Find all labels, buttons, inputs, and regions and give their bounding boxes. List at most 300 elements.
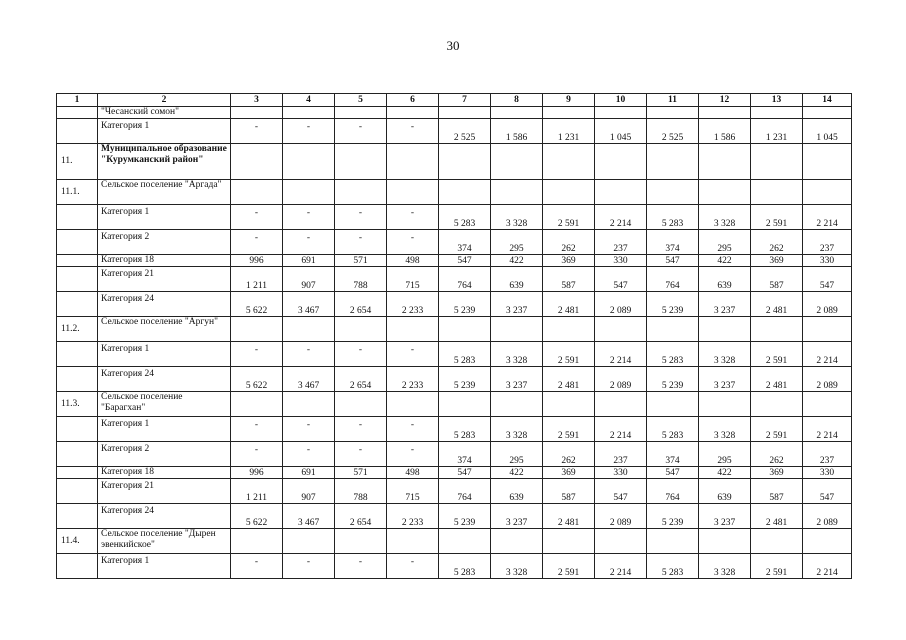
table-row bbox=[57, 442, 852, 467]
row-name-cell: "Чесанский сомон" bbox=[98, 107, 231, 119]
value-cell: 262 bbox=[751, 230, 803, 255]
value-cell bbox=[647, 107, 699, 119]
header-cell: 3 bbox=[231, 94, 283, 107]
row-name-cell: Категория 1 bbox=[98, 119, 231, 144]
value-cell: 547 bbox=[803, 267, 852, 292]
value-cell bbox=[699, 180, 751, 205]
row-name-cell: Категория 24 bbox=[98, 367, 231, 392]
value-cell: 3 328 bbox=[491, 554, 543, 579]
row-name-cell: Категория 21 bbox=[98, 479, 231, 504]
value-cell: 295 bbox=[699, 442, 751, 467]
row-index-cell bbox=[57, 342, 98, 367]
value-cell: 330 bbox=[595, 255, 647, 267]
value-cell: 262 bbox=[543, 442, 595, 467]
value-cell bbox=[439, 529, 491, 554]
value-cell bbox=[283, 180, 335, 205]
header-cell: 2 bbox=[98, 94, 231, 107]
value-cell: 2 591 bbox=[751, 342, 803, 367]
value-cell: - bbox=[335, 205, 387, 230]
row-name-cell: Категория 2 bbox=[98, 442, 231, 467]
value-cell: 295 bbox=[699, 230, 751, 255]
value-cell: 547 bbox=[647, 255, 699, 267]
value-cell bbox=[283, 317, 335, 342]
header-cell: 5 bbox=[335, 94, 387, 107]
header-cell: 12 bbox=[699, 94, 751, 107]
row-index-cell: 11.2. bbox=[57, 317, 98, 342]
value-cell: - bbox=[283, 554, 335, 579]
row-index-cell bbox=[57, 107, 98, 119]
value-cell: 262 bbox=[543, 230, 595, 255]
value-cell: 907 bbox=[283, 267, 335, 292]
value-cell: 2 214 bbox=[803, 342, 852, 367]
value-cell: - bbox=[283, 342, 335, 367]
value-cell: 262 bbox=[751, 442, 803, 467]
value-cell bbox=[647, 529, 699, 554]
tariff-table bbox=[56, 93, 852, 579]
value-cell bbox=[595, 107, 647, 119]
row-name-cell: Муниципальное образование "Курумканский район" bbox=[98, 144, 231, 180]
value-cell: 5 622 bbox=[231, 367, 283, 392]
value-cell: 237 bbox=[595, 442, 647, 467]
value-cell: 2 654 bbox=[335, 367, 387, 392]
value-cell: 5 622 bbox=[231, 292, 283, 317]
value-cell: 5 239 bbox=[647, 292, 699, 317]
value-cell: 571 bbox=[335, 467, 387, 479]
table-row bbox=[57, 292, 852, 317]
value-cell: - bbox=[283, 417, 335, 442]
value-cell bbox=[751, 107, 803, 119]
value-cell: - bbox=[231, 119, 283, 144]
value-cell: - bbox=[283, 205, 335, 230]
value-cell: 2 233 bbox=[387, 504, 439, 529]
value-cell: 1 045 bbox=[595, 119, 647, 144]
value-cell: - bbox=[231, 205, 283, 230]
value-cell: 764 bbox=[647, 479, 699, 504]
value-cell bbox=[699, 144, 751, 180]
value-cell bbox=[803, 107, 852, 119]
value-cell: 5 283 bbox=[647, 417, 699, 442]
value-cell: 1 211 bbox=[231, 267, 283, 292]
value-cell bbox=[335, 144, 387, 180]
row-name-cell: Категория 18 bbox=[98, 467, 231, 479]
row-index-cell bbox=[57, 467, 98, 479]
value-cell: 422 bbox=[491, 467, 543, 479]
value-cell: 237 bbox=[595, 230, 647, 255]
row-name-cell: Категория 1 bbox=[98, 554, 231, 579]
value-cell: 422 bbox=[699, 255, 751, 267]
header-cell: 13 bbox=[751, 94, 803, 107]
value-cell: 547 bbox=[439, 255, 491, 267]
value-cell bbox=[751, 180, 803, 205]
table-row bbox=[57, 205, 852, 230]
value-cell: 422 bbox=[491, 255, 543, 267]
value-cell: - bbox=[387, 442, 439, 467]
value-cell: - bbox=[231, 342, 283, 367]
row-name-cell: Сельское поселение "Аргада" bbox=[98, 180, 231, 205]
value-cell: 5 283 bbox=[439, 417, 491, 442]
table-row bbox=[57, 230, 852, 255]
value-cell bbox=[543, 107, 595, 119]
value-cell: - bbox=[283, 442, 335, 467]
value-cell: 764 bbox=[647, 267, 699, 292]
value-cell: 5 283 bbox=[439, 205, 491, 230]
row-name-cell: Сельское поселение "Барагхан" bbox=[98, 392, 231, 417]
value-cell: 1 231 bbox=[751, 119, 803, 144]
value-cell: 5 622 bbox=[231, 504, 283, 529]
value-cell: 3 467 bbox=[283, 367, 335, 392]
value-cell: 3 237 bbox=[699, 504, 751, 529]
value-cell: 715 bbox=[387, 479, 439, 504]
value-cell: 547 bbox=[595, 267, 647, 292]
value-cell: 547 bbox=[595, 479, 647, 504]
value-cell: - bbox=[283, 230, 335, 255]
value-cell: 547 bbox=[647, 467, 699, 479]
value-cell: - bbox=[335, 417, 387, 442]
value-cell bbox=[595, 144, 647, 180]
value-cell: 3 328 bbox=[699, 417, 751, 442]
value-cell: - bbox=[387, 417, 439, 442]
value-cell: 2 089 bbox=[803, 504, 852, 529]
value-cell: 691 bbox=[283, 255, 335, 267]
table-row bbox=[57, 119, 852, 144]
value-cell bbox=[491, 317, 543, 342]
header-cell: 1 bbox=[57, 94, 98, 107]
value-cell bbox=[231, 107, 283, 119]
header-cell: 4 bbox=[283, 94, 335, 107]
header-cell: 11 bbox=[647, 94, 699, 107]
row-index-cell bbox=[57, 267, 98, 292]
value-cell: 2 591 bbox=[751, 554, 803, 579]
row-name-cell: Категория 1 bbox=[98, 417, 231, 442]
value-cell bbox=[751, 529, 803, 554]
value-cell: 2 654 bbox=[335, 292, 387, 317]
header-cell: 14 bbox=[803, 94, 852, 107]
row-name-cell: Категория 1 bbox=[98, 342, 231, 367]
value-cell: 547 bbox=[803, 479, 852, 504]
value-cell bbox=[751, 392, 803, 417]
value-cell: 369 bbox=[751, 467, 803, 479]
value-cell bbox=[491, 529, 543, 554]
row-index-cell: 11.3. bbox=[57, 392, 98, 417]
value-cell: 996 bbox=[231, 467, 283, 479]
row-name-cell: Категория 24 bbox=[98, 292, 231, 317]
value-cell: 587 bbox=[543, 479, 595, 504]
value-cell bbox=[543, 392, 595, 417]
value-cell bbox=[231, 144, 283, 180]
value-cell: - bbox=[335, 554, 387, 579]
value-cell: 2 089 bbox=[595, 504, 647, 529]
value-cell bbox=[803, 529, 852, 554]
value-cell: 907 bbox=[283, 479, 335, 504]
table-row bbox=[57, 504, 852, 529]
value-cell bbox=[335, 180, 387, 205]
page-number: 30 bbox=[446, 38, 460, 53]
table-row bbox=[57, 180, 852, 205]
value-cell bbox=[387, 144, 439, 180]
value-cell: 237 bbox=[803, 230, 852, 255]
value-cell bbox=[387, 107, 439, 119]
header-cell: 6 bbox=[387, 94, 439, 107]
value-cell bbox=[231, 392, 283, 417]
value-cell bbox=[751, 317, 803, 342]
value-cell: 5 283 bbox=[439, 554, 491, 579]
value-cell: 295 bbox=[491, 442, 543, 467]
value-cell bbox=[491, 107, 543, 119]
value-cell: 1 586 bbox=[491, 119, 543, 144]
value-cell: 3 467 bbox=[283, 504, 335, 529]
value-cell: 3 328 bbox=[699, 554, 751, 579]
value-cell: 330 bbox=[803, 255, 852, 267]
header-cell: 9 bbox=[543, 94, 595, 107]
value-cell: 639 bbox=[491, 479, 543, 504]
value-cell bbox=[231, 180, 283, 205]
value-cell: 2 214 bbox=[803, 417, 852, 442]
value-cell bbox=[439, 107, 491, 119]
value-cell: 2 654 bbox=[335, 504, 387, 529]
value-cell: 587 bbox=[751, 267, 803, 292]
value-cell: - bbox=[231, 442, 283, 467]
value-cell bbox=[803, 180, 852, 205]
value-cell bbox=[699, 392, 751, 417]
value-cell: 5 283 bbox=[647, 342, 699, 367]
row-index-cell bbox=[57, 255, 98, 267]
value-cell bbox=[595, 392, 647, 417]
value-cell: 5 283 bbox=[439, 342, 491, 367]
table-row bbox=[57, 267, 852, 292]
value-cell: 764 bbox=[439, 479, 491, 504]
row-index-cell bbox=[57, 479, 98, 504]
value-cell: 1 231 bbox=[543, 119, 595, 144]
value-cell bbox=[491, 180, 543, 205]
value-cell: 2 591 bbox=[543, 205, 595, 230]
value-cell bbox=[491, 392, 543, 417]
value-cell bbox=[387, 392, 439, 417]
value-cell: 2 591 bbox=[543, 342, 595, 367]
row-index-cell bbox=[57, 205, 98, 230]
value-cell: 788 bbox=[335, 267, 387, 292]
value-cell: - bbox=[387, 342, 439, 367]
value-cell: 639 bbox=[491, 267, 543, 292]
value-cell: 996 bbox=[231, 255, 283, 267]
value-cell: 2 214 bbox=[595, 417, 647, 442]
value-cell: 5 283 bbox=[647, 205, 699, 230]
value-cell: 5 239 bbox=[439, 367, 491, 392]
row-index-cell bbox=[57, 230, 98, 255]
value-cell: 571 bbox=[335, 255, 387, 267]
value-cell bbox=[387, 180, 439, 205]
value-cell: - bbox=[387, 554, 439, 579]
value-cell bbox=[335, 107, 387, 119]
value-cell bbox=[803, 392, 852, 417]
value-cell bbox=[439, 144, 491, 180]
value-cell: 2 089 bbox=[803, 367, 852, 392]
value-cell: 3 237 bbox=[491, 504, 543, 529]
value-cell: 2 481 bbox=[543, 367, 595, 392]
row-index-cell bbox=[57, 504, 98, 529]
value-cell bbox=[647, 392, 699, 417]
row-name-cell: Категория 2 bbox=[98, 230, 231, 255]
row-index-cell bbox=[57, 367, 98, 392]
value-cell: 330 bbox=[595, 467, 647, 479]
value-cell: 2 233 bbox=[387, 367, 439, 392]
value-cell: 3 237 bbox=[699, 367, 751, 392]
value-cell bbox=[543, 317, 595, 342]
value-cell bbox=[283, 107, 335, 119]
value-cell: 2 214 bbox=[803, 554, 852, 579]
table-row bbox=[57, 342, 852, 367]
value-cell: 374 bbox=[647, 442, 699, 467]
row-name-cell: Сельское поселение "Аргун" bbox=[98, 317, 231, 342]
row-name-cell: Категория 18 bbox=[98, 255, 231, 267]
row-name-cell: Категория 21 bbox=[98, 267, 231, 292]
table-body bbox=[57, 94, 852, 579]
value-cell bbox=[231, 317, 283, 342]
value-cell: - bbox=[335, 119, 387, 144]
value-cell: - bbox=[387, 230, 439, 255]
row-index-cell bbox=[57, 292, 98, 317]
value-cell: - bbox=[283, 119, 335, 144]
value-cell bbox=[699, 107, 751, 119]
table-row bbox=[57, 467, 852, 479]
value-cell bbox=[543, 529, 595, 554]
value-cell: 639 bbox=[699, 479, 751, 504]
table-row bbox=[57, 392, 852, 417]
value-cell bbox=[595, 180, 647, 205]
header-cell: 10 bbox=[595, 94, 647, 107]
value-cell bbox=[595, 317, 647, 342]
value-cell: 2 591 bbox=[751, 205, 803, 230]
value-cell: 788 bbox=[335, 479, 387, 504]
value-cell: 3 328 bbox=[491, 417, 543, 442]
value-cell: 2 481 bbox=[751, 292, 803, 317]
value-cell: - bbox=[231, 554, 283, 579]
row-name-cell: Сельское поселение "Дырен эвенкийское" bbox=[98, 529, 231, 554]
value-cell: 2 525 bbox=[647, 119, 699, 144]
table-row bbox=[57, 317, 852, 342]
table-row bbox=[57, 107, 852, 119]
value-cell bbox=[387, 317, 439, 342]
value-cell: 3 467 bbox=[283, 292, 335, 317]
value-cell: 5 283 bbox=[647, 554, 699, 579]
value-cell bbox=[283, 392, 335, 417]
value-cell: 374 bbox=[647, 230, 699, 255]
value-cell bbox=[803, 317, 852, 342]
table-row bbox=[57, 417, 852, 442]
value-cell bbox=[595, 529, 647, 554]
value-cell bbox=[491, 144, 543, 180]
value-cell: 1 211 bbox=[231, 479, 283, 504]
value-cell bbox=[335, 317, 387, 342]
row-index-cell: 11.4. bbox=[57, 529, 98, 554]
row-index-cell bbox=[57, 554, 98, 579]
value-cell: 498 bbox=[387, 467, 439, 479]
value-cell bbox=[335, 392, 387, 417]
value-cell: 3 328 bbox=[699, 342, 751, 367]
value-cell bbox=[335, 529, 387, 554]
value-cell bbox=[439, 392, 491, 417]
value-cell: 2 214 bbox=[595, 554, 647, 579]
value-cell bbox=[647, 180, 699, 205]
value-cell bbox=[283, 529, 335, 554]
value-cell: 374 bbox=[439, 442, 491, 467]
row-index-cell: 11. bbox=[57, 144, 98, 180]
value-cell: 330 bbox=[803, 467, 852, 479]
value-cell: 2 481 bbox=[751, 504, 803, 529]
value-cell bbox=[283, 144, 335, 180]
row-index-cell bbox=[57, 119, 98, 144]
value-cell: 691 bbox=[283, 467, 335, 479]
value-cell: - bbox=[335, 442, 387, 467]
value-cell bbox=[543, 144, 595, 180]
value-cell: 764 bbox=[439, 267, 491, 292]
value-cell bbox=[803, 144, 852, 180]
value-cell: 2 233 bbox=[387, 292, 439, 317]
value-cell: 3 237 bbox=[491, 292, 543, 317]
value-cell bbox=[699, 317, 751, 342]
value-cell: 2 214 bbox=[595, 342, 647, 367]
table-row bbox=[57, 529, 852, 554]
value-cell: 2 214 bbox=[595, 205, 647, 230]
row-index-cell: 11.1. bbox=[57, 180, 98, 205]
table-row bbox=[57, 255, 852, 267]
table-header-row bbox=[57, 94, 852, 107]
value-cell: 369 bbox=[543, 467, 595, 479]
value-cell: - bbox=[387, 119, 439, 144]
value-cell: 3 237 bbox=[699, 292, 751, 317]
value-cell: 5 239 bbox=[439, 504, 491, 529]
value-cell: 369 bbox=[543, 255, 595, 267]
value-cell: 5 239 bbox=[647, 504, 699, 529]
header-cell: 7 bbox=[439, 94, 491, 107]
value-cell bbox=[439, 317, 491, 342]
row-index-cell bbox=[57, 417, 98, 442]
table-row bbox=[57, 479, 852, 504]
value-cell: 2 481 bbox=[543, 292, 595, 317]
value-cell: 3 328 bbox=[699, 205, 751, 230]
value-cell: 2 089 bbox=[595, 367, 647, 392]
value-cell: - bbox=[387, 205, 439, 230]
value-cell: 422 bbox=[699, 467, 751, 479]
value-cell bbox=[699, 529, 751, 554]
value-cell: 2 089 bbox=[595, 292, 647, 317]
value-cell bbox=[647, 144, 699, 180]
value-cell: 1 586 bbox=[699, 119, 751, 144]
row-name-cell: Категория 1 bbox=[98, 205, 231, 230]
value-cell: 3 328 bbox=[491, 342, 543, 367]
table-row bbox=[57, 144, 852, 180]
value-cell: 547 bbox=[439, 467, 491, 479]
header-cell: 8 bbox=[491, 94, 543, 107]
value-cell: 295 bbox=[491, 230, 543, 255]
value-cell: 2 591 bbox=[543, 554, 595, 579]
value-cell: 587 bbox=[751, 479, 803, 504]
value-cell: 2 591 bbox=[543, 417, 595, 442]
value-cell: - bbox=[335, 230, 387, 255]
value-cell: 3 237 bbox=[491, 367, 543, 392]
value-cell: 369 bbox=[751, 255, 803, 267]
value-cell: - bbox=[231, 230, 283, 255]
value-cell bbox=[647, 317, 699, 342]
value-cell bbox=[231, 529, 283, 554]
value-cell: - bbox=[335, 342, 387, 367]
value-cell: 5 239 bbox=[647, 367, 699, 392]
value-cell bbox=[543, 180, 595, 205]
value-cell bbox=[387, 529, 439, 554]
table-row bbox=[57, 367, 852, 392]
table-row bbox=[57, 554, 852, 579]
value-cell: 2 481 bbox=[543, 504, 595, 529]
row-index-cell bbox=[57, 442, 98, 467]
